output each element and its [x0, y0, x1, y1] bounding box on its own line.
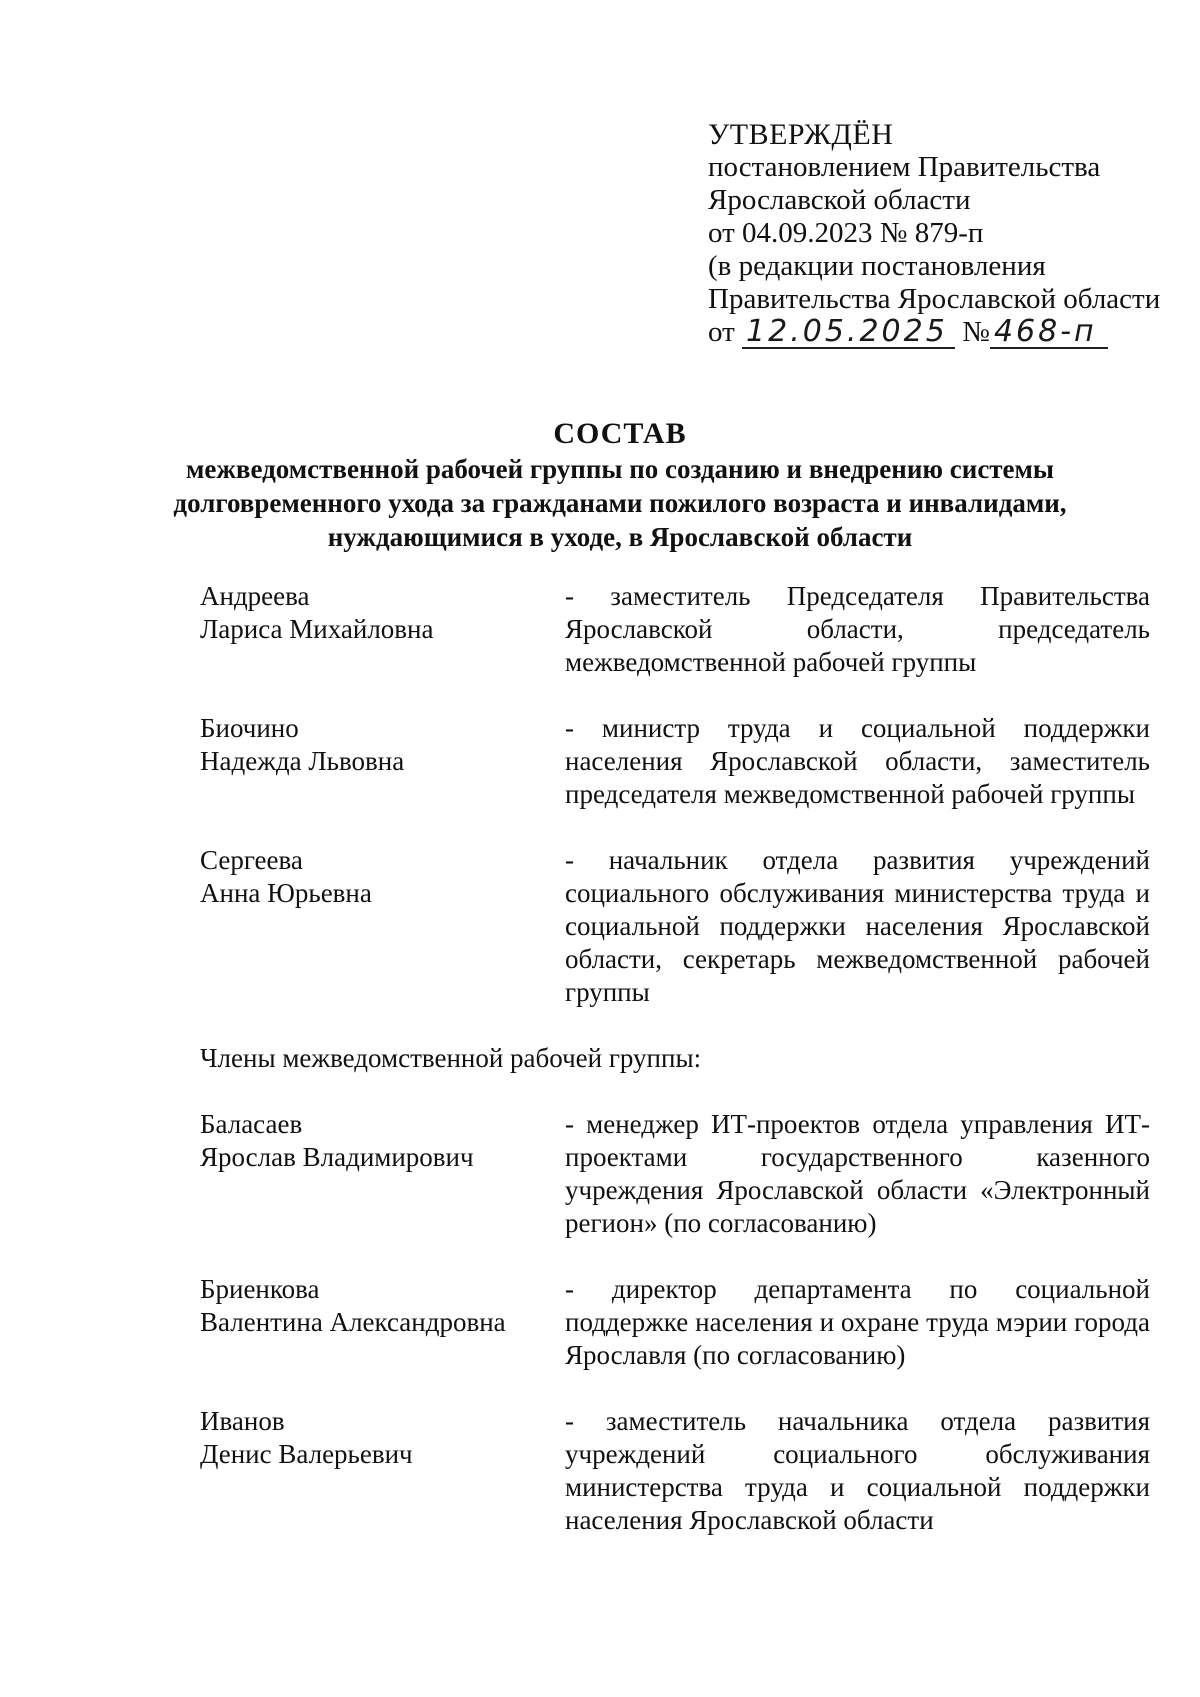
member-row	[200, 580, 1150, 679]
heading-subtitle-line-3: нуждающимися в уходе, в Ярославской области	[327, 522, 913, 552]
member-name	[200, 712, 565, 811]
document-heading	[120, 416, 1120, 554]
member-surname: Сергеева	[200, 845, 303, 875]
member-name	[200, 1405, 565, 1537]
approval-line-1: постановлением Правительства	[708, 151, 1101, 183]
approval-line-5: Правительства Ярославской области	[708, 283, 1161, 315]
member-row	[200, 844, 1150, 1009]
member-role: - министр труда и социальной поддержки населения Ярославской области, заместитель председателя межведомственной рабочей группы	[565, 713, 1150, 809]
member-role: - директор департамента по социальной поддержке населения и охране труда мэрии города Ярославля (по согласованию)	[565, 1274, 1150, 1370]
members-section-label: Члены межведомственной рабочей группы:	[200, 1043, 702, 1073]
member-role: - заместитель начальника отдела развития учреждений социального обслуживания министерства труда и социальной поддержки населения Ярославской области	[565, 1406, 1150, 1535]
member-row	[200, 712, 1150, 811]
approval-line-3: от 04.09.2023 № 879-п	[708, 217, 984, 249]
member-name	[200, 844, 565, 1009]
member-given-name: Ярослав Владимирович	[200, 1142, 474, 1172]
member-given-name: Анна Юрьевна	[200, 878, 372, 908]
member-surname: Баласаев	[200, 1109, 303, 1139]
edition-date-handwritten: 12.05.2025	[742, 317, 955, 349]
member-role: - менеджер ИТ-проектов отдела управления ИТ-проектами государственного казенного учреждения Ярославской области «Электронный регион» (по согласованию)	[565, 1109, 1150, 1238]
member-role: - заместитель Председателя Правительства Ярославской области, председатель межведомственной рабочей группы	[565, 581, 1150, 677]
edition-prefix: от	[708, 316, 735, 348]
heading-title: СОСТАВ	[553, 417, 687, 450]
member-name	[200, 580, 565, 679]
member-given-name: Надежда Львовна	[200, 746, 405, 776]
member-surname: Бриенкова	[200, 1274, 320, 1304]
member-given-name: Денис Валерьевич	[200, 1439, 413, 1469]
member-name	[200, 1108, 565, 1240]
member-surname: Иванов	[200, 1406, 285, 1436]
approval-title: УТВЕРЖДЁН	[708, 118, 894, 151]
member-surname: Андреева	[200, 581, 310, 611]
member-given-name: Лариса Михайловна	[200, 614, 434, 644]
approval-block	[708, 118, 1160, 349]
member-row	[200, 1108, 1150, 1240]
member-surname: Биочино	[200, 713, 299, 743]
member-list	[200, 580, 1150, 1537]
member-given-name: Валентина Александровна	[200, 1307, 506, 1337]
heading-subtitle-line-1: межведомственной рабочей группы по созданию и внедрению системы	[185, 454, 1055, 484]
member-row	[200, 1273, 1150, 1372]
edition-number-handwritten: 468-п	[990, 317, 1108, 349]
member-name	[200, 1273, 565, 1372]
edition-number-sign: №	[962, 316, 990, 348]
heading-subtitle-line-2: долговременного ухода за гражданами пожилого возраста и инвалидами,	[173, 488, 1067, 518]
member-role: - начальник отдела развития учреждений социального обслуживания министерства труда и социальной поддержки населения Ярославской области, секретарь межведомственной рабочей группы	[565, 845, 1150, 1007]
approval-edition-line	[708, 316, 1160, 349]
approval-line-4: (в редакции постановления	[708, 250, 1046, 282]
member-row	[200, 1405, 1150, 1537]
approval-line-2: Ярославской области	[708, 184, 971, 216]
